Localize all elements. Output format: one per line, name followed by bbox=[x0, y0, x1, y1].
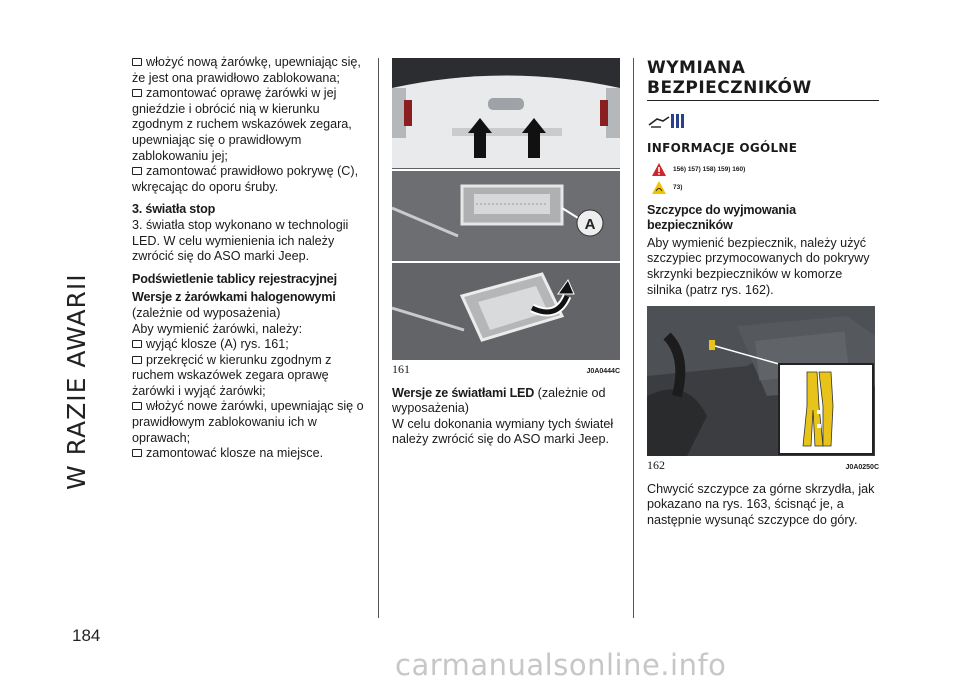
column-divider bbox=[633, 58, 634, 618]
subsection-title: INFORMACJE OGÓLNE bbox=[647, 141, 798, 155]
list-item: zamontować oprawę żarówki w jej gnieździe i obrócić nią w kierunku zgodnym z ruchem wskazówek zegara, upewniając się o prawidłowym zablokowaniu jej; bbox=[132, 86, 352, 163]
checkbox-bullet-icon bbox=[132, 356, 142, 364]
warning-triangle-icon bbox=[651, 162, 667, 177]
tailgate-illustration bbox=[392, 58, 620, 360]
warning-refs: 156) 157) 158) 159) 160) bbox=[673, 165, 746, 173]
list-item: włożyć nowe żarówki, upewniając się o prawidłowym zablokowaniu ich w oprawach; bbox=[132, 399, 364, 445]
list-item: przekręcić w kierunku zgodnym z ruchem wskazówek zegara oprawę żarówki i wyjąć żarówki; bbox=[132, 352, 332, 398]
column-divider bbox=[378, 58, 379, 618]
grip-text: Chwycić szczypce za górne skrzydła, jak pokazano na rys. 163, ścisnąć je, a następnie wysunąć szczypce do góry. bbox=[647, 481, 875, 527]
plate-intro: Aby wymienić żarówki, należy: bbox=[132, 321, 303, 336]
checkbox-bullet-icon bbox=[132, 340, 142, 348]
list-item: wyjąć klosze (A) rys. 161; bbox=[132, 337, 364, 353]
figure-number: 162 bbox=[647, 458, 665, 473]
halogen-versions-heading: Wersje z żarówkami halogenowymi bbox=[132, 290, 336, 305]
caution-refs-row bbox=[647, 179, 879, 197]
chapter-side-title: W RAZIE AWARII bbox=[62, 273, 91, 490]
column-3 bbox=[647, 58, 879, 529]
plate-light-heading: Podświetlenie tablicy rejestracyjnej bbox=[132, 271, 337, 286]
hand-fuse-icon bbox=[647, 111, 879, 133]
warning-refs-row bbox=[647, 161, 879, 179]
callout-a-label: A bbox=[584, 216, 596, 233]
tool-heading: Szczypce do wyjmowania bezpieczników bbox=[647, 202, 796, 233]
page-number: 184 bbox=[72, 626, 101, 645]
checkbox-bullet-icon bbox=[132, 167, 142, 175]
led-heading: Wersje ze światłami LED bbox=[392, 385, 535, 400]
list-item: zamontować prawidłowo pokrywę (C), wkręcając do oporu śruby. bbox=[132, 164, 359, 194]
figure-162-image bbox=[647, 306, 875, 456]
figure-number: 161 bbox=[392, 362, 410, 376]
fuse-box-illustration bbox=[647, 306, 875, 456]
caution-triangle-icon bbox=[651, 180, 667, 195]
tool-text: Aby wymienić bezpiecznik, należy użyć szczypiec przymocowanych do pokrywy skrzynki bezpieczników w komorze silnika (patrz rys. 162). bbox=[647, 235, 870, 297]
checkbox-bullet-icon bbox=[132, 402, 142, 410]
section-title: WYMIANA BEZPIECZNIKÓW bbox=[647, 58, 879, 101]
plate-note: (zależnie od wyposażenia) bbox=[132, 305, 281, 320]
led-text: W celu dokonania wymiany tych świateł należy zwrócić się do ASO marki Jeep. bbox=[392, 416, 614, 447]
figure-code: J0A0444C bbox=[586, 368, 620, 375]
figure-161-caption bbox=[392, 362, 620, 380]
column-2 bbox=[392, 58, 620, 448]
figure-code: J0A0250C bbox=[845, 464, 879, 472]
watermark: carmanualsonline.info bbox=[395, 648, 727, 682]
led-paragraph bbox=[392, 386, 620, 417]
figure-161-image bbox=[392, 58, 620, 360]
stop-lights-heading: 3. światła stop bbox=[132, 202, 216, 217]
caution-refs: 73) bbox=[673, 183, 683, 191]
list-item: zamontować klosze na miejsce. bbox=[132, 446, 364, 462]
figure-162-caption bbox=[647, 458, 879, 476]
checkbox-bullet-icon bbox=[132, 58, 142, 66]
stop-lights-text: 3. światła stop wykonano w technologii LED. W celu wymienienia ich należy zwrócić się do ASO marki Jeep. bbox=[132, 217, 349, 264]
checkbox-bullet-icon bbox=[132, 449, 142, 457]
checkbox-bullet-icon bbox=[132, 89, 142, 97]
led-note: (zależnie od wyposażenia) bbox=[392, 385, 606, 416]
list-item: włożyć nową żarówkę, upewniając się, że jest ona prawidłowo zablokowana; bbox=[132, 55, 361, 85]
column-1 bbox=[132, 55, 364, 462]
